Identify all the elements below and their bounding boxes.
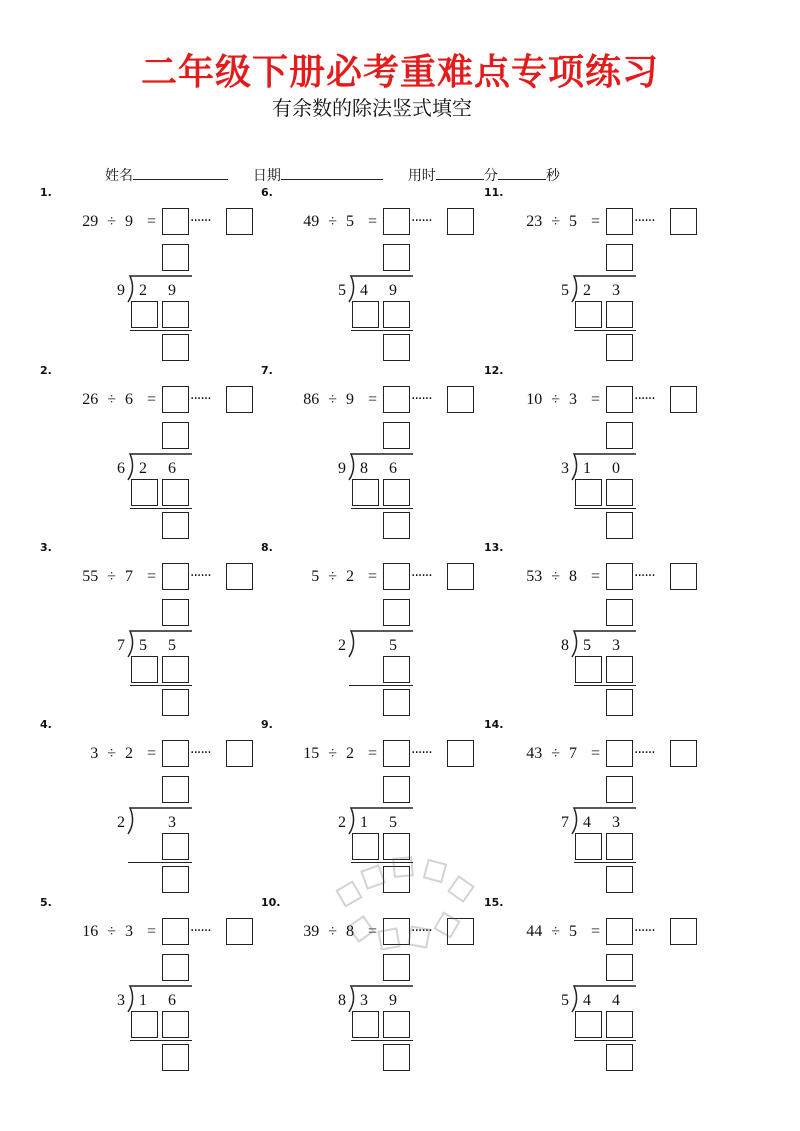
long-remainder-box[interactable] — [383, 1044, 410, 1071]
equals-sign: = — [146, 568, 156, 585]
product-ones-box[interactable] — [606, 833, 633, 860]
divide-sign: ÷ — [551, 568, 560, 585]
ellipsis-dots: ······ — [411, 923, 432, 939]
long-divisor: 2 — [338, 814, 346, 831]
ellipsis-dots: ······ — [190, 213, 211, 229]
problem-number: 3. — [40, 541, 52, 554]
long-quotient-box[interactable] — [606, 776, 633, 803]
ellipsis-dots: ······ — [190, 923, 211, 939]
product-ones-box[interactable] — [383, 833, 410, 860]
long-quotient-box[interactable] — [383, 599, 410, 626]
divide-sign: ÷ — [328, 568, 337, 585]
dividend: 44 — [526, 923, 543, 940]
problem-card — [40, 364, 270, 539]
problem-number: 8. — [261, 541, 273, 554]
long-divisor: 6 — [117, 460, 125, 477]
dividend-tens-digit: 1 — [139, 992, 147, 1009]
problem-number: 13. — [484, 541, 504, 554]
equals-sign: = — [367, 568, 377, 585]
dividend-ones-digit: 4 — [612, 992, 620, 1009]
equation-text — [281, 568, 377, 584]
product-ones-box[interactable] — [606, 656, 633, 683]
long-remainder-box[interactable] — [383, 689, 410, 716]
long-remainder-box[interactable] — [383, 512, 410, 539]
dividend-ones-digit: 9 — [389, 282, 397, 299]
divisor: 2 — [345, 568, 354, 585]
dividend-ones-digit: 6 — [168, 460, 176, 477]
division-bracket — [568, 452, 638, 482]
equals-sign: = — [146, 745, 156, 762]
dividend: 29 — [82, 213, 99, 230]
dividend-tens-digit: 4 — [360, 282, 368, 299]
division-bracket — [124, 452, 194, 482]
divide-sign: ÷ — [328, 923, 337, 940]
equation-text — [281, 923, 377, 939]
long-remainder-box[interactable] — [606, 689, 633, 716]
equation-text — [504, 745, 600, 761]
subtraction-line — [130, 330, 192, 331]
problem-card — [484, 718, 714, 893]
divide-sign: ÷ — [107, 568, 116, 585]
division-bracket — [568, 806, 638, 836]
problem-number: 9. — [261, 718, 273, 731]
equation-text — [281, 391, 377, 407]
subtraction-line — [574, 685, 636, 686]
long-remainder-box[interactable] — [606, 1044, 633, 1071]
date-label: 日期 — [252, 168, 281, 184]
remainder-box[interactable] — [447, 918, 474, 945]
dividend-tens-digit: 4 — [583, 992, 591, 1009]
quotient-box[interactable] — [606, 563, 633, 590]
quotient-box[interactable] — [606, 386, 633, 413]
remainder-box[interactable] — [670, 740, 697, 767]
long-quotient-box[interactable] — [383, 954, 410, 981]
long-divisor: 3 — [117, 992, 125, 1009]
minutes-field[interactable] — [436, 165, 484, 180]
division-bracket — [124, 274, 194, 304]
divisor: 7 — [124, 568, 133, 585]
problem-number: 2. — [40, 364, 52, 377]
dividend-ones-digit: 0 — [612, 460, 620, 477]
dividend-ones-digit: 5 — [168, 637, 176, 654]
equation-text — [281, 745, 377, 761]
divisor: 9 — [345, 391, 354, 408]
equation-text — [504, 923, 600, 939]
remainder-box[interactable] — [670, 918, 697, 945]
long-quotient-box[interactable] — [162, 244, 189, 271]
long-quotient-box[interactable] — [383, 244, 410, 271]
product-tens-box[interactable] — [131, 656, 158, 683]
problem-number: 10. — [261, 896, 281, 909]
long-remainder-box[interactable] — [606, 334, 633, 361]
product-ones-box[interactable] — [162, 301, 189, 328]
problem-card — [484, 186, 714, 361]
dividend: 86 — [303, 391, 320, 408]
problem-number: 14. — [484, 718, 504, 731]
divide-sign: ÷ — [551, 391, 560, 408]
quotient-box[interactable] — [606, 918, 633, 945]
divisor: 2 — [124, 745, 133, 762]
dividend-tens-digit: 2 — [139, 282, 147, 299]
long-quotient-box[interactable] — [606, 599, 633, 626]
long-divisor: 5 — [561, 282, 569, 299]
divide-sign: ÷ — [107, 213, 116, 230]
student-info-row — [105, 165, 560, 185]
ellipsis-dots: ······ — [634, 213, 655, 229]
problem-card — [40, 718, 270, 893]
remainder-box[interactable] — [447, 386, 474, 413]
remainder-box[interactable] — [226, 208, 253, 235]
dividend-tens-digit: 3 — [360, 992, 368, 1009]
problem-number: 6. — [261, 186, 273, 199]
dividend: 26 — [82, 391, 99, 408]
product-tens-box[interactable] — [352, 479, 379, 506]
dividend-tens-digit: 4 — [583, 814, 591, 831]
ellipsis-dots: ······ — [634, 391, 655, 407]
ellipsis-dots: ······ — [411, 213, 432, 229]
equals-sign: = — [590, 923, 600, 940]
problem-card — [261, 541, 491, 716]
long-divisor: 5 — [338, 282, 346, 299]
division-bracket — [345, 806, 415, 836]
long-quotient-box[interactable] — [162, 776, 189, 803]
dividend: 10 — [526, 391, 543, 408]
divisor: 5 — [345, 213, 354, 230]
equals-sign: = — [590, 213, 600, 230]
divide-sign: ÷ — [551, 923, 560, 940]
equation-text — [60, 568, 156, 584]
equals-sign: = — [590, 745, 600, 762]
division-bracket — [124, 629, 194, 659]
worksheet-subtitle: 有余数的除法竖式填空 — [272, 96, 472, 120]
equals-sign: = — [146, 923, 156, 940]
division-bracket — [345, 629, 415, 659]
ellipsis-dots: ······ — [190, 391, 211, 407]
divide-sign: ÷ — [328, 745, 337, 762]
problem-number: 12. — [484, 364, 504, 377]
equation-text — [60, 923, 156, 939]
equation-text — [504, 568, 600, 584]
ellipsis-dots: ······ — [190, 745, 211, 761]
product-ones-box[interactable] — [383, 1011, 410, 1038]
equals-sign: = — [367, 923, 377, 940]
subtraction-line — [574, 330, 636, 331]
ellipsis-dots: ······ — [634, 745, 655, 761]
divisor: 3 — [124, 923, 133, 940]
dividend-tens-digit: 1 — [583, 460, 591, 477]
division-bracket — [345, 452, 415, 482]
dividend: 15 — [303, 745, 320, 762]
subtraction-line — [351, 330, 413, 331]
subtraction-line — [351, 1040, 413, 1041]
dividend-tens-digit: 2 — [583, 282, 591, 299]
long-quotient-box[interactable] — [606, 954, 633, 981]
second-label: 秒 — [545, 168, 560, 184]
name-label: 姓名 — [105, 168, 133, 184]
remainder-box[interactable] — [226, 918, 253, 945]
long-divisor: 9 — [338, 460, 346, 477]
long-divisor: 8 — [338, 992, 346, 1009]
dividend: 55 — [82, 568, 99, 585]
product-ones-box[interactable] — [162, 479, 189, 506]
ellipsis-dots: ······ — [634, 568, 655, 584]
problem-number: 5. — [40, 896, 52, 909]
dividend-ones-digit: 9 — [168, 282, 176, 299]
subtraction-line — [574, 1040, 636, 1041]
quotient-box[interactable] — [383, 386, 410, 413]
equation-text — [60, 745, 156, 761]
subtraction-line — [130, 685, 192, 686]
equals-sign: = — [367, 745, 377, 762]
ellipsis-dots: ······ — [411, 568, 432, 584]
division-bracket — [124, 806, 194, 836]
equation-text — [60, 391, 156, 407]
subtraction-line — [130, 1040, 192, 1041]
problem-card — [484, 541, 714, 716]
subtraction-line — [574, 862, 636, 863]
division-bracket — [124, 984, 194, 1014]
remainder-box[interactable] — [670, 386, 697, 413]
divisor: 8 — [568, 568, 577, 585]
product-tens-box[interactable] — [575, 479, 602, 506]
product-tens-box[interactable] — [575, 833, 602, 860]
product-ones-box[interactable] — [383, 479, 410, 506]
quotient-box[interactable] — [162, 386, 189, 413]
equation-text — [281, 213, 377, 229]
dividend: 43 — [526, 745, 543, 762]
dividend-ones-digit: 3 — [168, 814, 176, 831]
problem-number: 4. — [40, 718, 52, 731]
division-bracket — [568, 629, 638, 659]
problem-number: 15. — [484, 896, 504, 909]
dividend-tens-digit: 5 — [583, 637, 591, 654]
long-divisor: 7 — [117, 637, 125, 654]
problem-card — [40, 541, 270, 716]
remainder-box[interactable] — [447, 563, 474, 590]
long-divisor: 2 — [338, 637, 346, 654]
equals-sign: = — [146, 391, 156, 408]
dividend-ones-digit: 3 — [612, 814, 620, 831]
long-remainder-box[interactable] — [383, 866, 410, 893]
product-tens-box[interactable] — [575, 656, 602, 683]
subtraction-line — [130, 508, 192, 509]
long-remainder-box[interactable] — [162, 334, 189, 361]
dividend: 3 — [90, 745, 99, 762]
product-ones-box[interactable] — [606, 479, 633, 506]
product-ones-box[interactable] — [162, 656, 189, 683]
long-remainder-box[interactable] — [162, 1044, 189, 1071]
long-quotient-box[interactable] — [383, 776, 410, 803]
product-tens-box[interactable] — [131, 301, 158, 328]
division-bracket — [568, 984, 638, 1014]
dividend-ones-digit: 5 — [389, 814, 397, 831]
divisor: 9 — [124, 213, 133, 230]
worksheet-title: 二年级下册必考重难点专项练习 — [140, 52, 659, 93]
problem-card — [261, 186, 491, 361]
seconds-field[interactable] — [498, 165, 546, 180]
long-quotient-box[interactable] — [606, 422, 633, 449]
minute-label: 分 — [483, 168, 498, 184]
equation-text — [60, 213, 156, 229]
remainder-box[interactable] — [670, 563, 697, 590]
long-remainder-box[interactable] — [162, 512, 189, 539]
quotient-box[interactable] — [162, 740, 189, 767]
product-ones-box[interactable] — [383, 656, 410, 683]
remainder-box[interactable] — [226, 563, 253, 590]
divisor: 3 — [568, 391, 577, 408]
quotient-box[interactable] — [383, 740, 410, 767]
long-remainder-box[interactable] — [162, 689, 189, 716]
remainder-box[interactable] — [670, 208, 697, 235]
dividend: 5 — [311, 568, 320, 585]
divisor: 6 — [124, 391, 133, 408]
long-quotient-box[interactable] — [162, 599, 189, 626]
divide-sign: ÷ — [328, 391, 337, 408]
dividend-tens-digit: 1 — [360, 814, 368, 831]
long-divisor: 3 — [561, 460, 569, 477]
subtraction-line — [351, 862, 413, 863]
division-bracket — [345, 274, 415, 304]
dividend-ones-digit: 3 — [612, 637, 620, 654]
dividend-ones-digit: 6 — [389, 460, 397, 477]
divisor: 8 — [345, 923, 354, 940]
name-field[interactable] — [133, 165, 228, 180]
divide-sign: ÷ — [107, 923, 116, 940]
remainder-box[interactable] — [226, 740, 253, 767]
problem-card — [261, 364, 491, 539]
product-tens-box[interactable] — [352, 1011, 379, 1038]
equation-text — [504, 213, 600, 229]
dividend-ones-digit: 6 — [168, 992, 176, 1009]
problem-card — [40, 896, 270, 1071]
long-remainder-box[interactable] — [606, 866, 633, 893]
subtraction-line — [574, 508, 636, 509]
dividend: 39 — [303, 923, 320, 940]
problem-card — [40, 186, 270, 361]
equation-text — [504, 391, 600, 407]
equals-sign: = — [367, 391, 377, 408]
long-quotient-box[interactable] — [606, 244, 633, 271]
product-tens-box[interactable] — [131, 479, 158, 506]
long-quotient-box[interactable] — [162, 422, 189, 449]
quotient-box[interactable] — [162, 563, 189, 590]
remainder-box[interactable] — [226, 386, 253, 413]
divisor: 7 — [568, 745, 577, 762]
equals-sign: = — [590, 391, 600, 408]
divisor: 2 — [345, 745, 354, 762]
problem-card — [261, 718, 491, 893]
long-quotient-box[interactable] — [162, 954, 189, 981]
problem-number: 1. — [40, 186, 52, 199]
quotient-box[interactable] — [383, 208, 410, 235]
quotient-box[interactable] — [162, 918, 189, 945]
quotient-box[interactable] — [606, 740, 633, 767]
ellipsis-dots: ······ — [634, 923, 655, 939]
equals-sign: = — [146, 213, 156, 230]
time-label: 用时 — [407, 168, 436, 184]
dividend: 53 — [526, 568, 543, 585]
ellipsis-dots: ······ — [411, 391, 432, 407]
division-bracket — [568, 274, 638, 304]
dividend-ones-digit: 9 — [389, 992, 397, 1009]
product-ones-box[interactable] — [162, 1011, 189, 1038]
subtraction-line — [349, 685, 413, 686]
ellipsis-dots: ······ — [411, 745, 432, 761]
divisor: 5 — [568, 923, 577, 940]
product-ones-box[interactable] — [162, 833, 189, 860]
remainder-box[interactable] — [447, 740, 474, 767]
long-remainder-box[interactable] — [383, 334, 410, 361]
subtraction-line — [128, 862, 192, 863]
date-field[interactable] — [281, 165, 383, 180]
divide-sign: ÷ — [107, 745, 116, 762]
long-divisor: 9 — [117, 282, 125, 299]
product-tens-box[interactable] — [352, 301, 379, 328]
product-tens-box[interactable] — [352, 833, 379, 860]
divide-sign: ÷ — [551, 745, 560, 762]
problem-card — [261, 896, 491, 1071]
product-tens-box[interactable] — [575, 1011, 602, 1038]
problem-card — [484, 364, 714, 539]
dividend: 49 — [303, 213, 320, 230]
problem-card — [484, 896, 714, 1071]
remainder-box[interactable] — [447, 208, 474, 235]
division-bracket — [345, 984, 415, 1014]
product-tens-box[interactable] — [131, 1011, 158, 1038]
long-divisor: 7 — [561, 814, 569, 831]
long-remainder-box[interactable] — [606, 512, 633, 539]
long-divisor: 8 — [561, 637, 569, 654]
subtraction-line — [351, 508, 413, 509]
product-tens-box[interactable] — [575, 301, 602, 328]
dividend-tens-digit: 8 — [360, 460, 368, 477]
dividend: 16 — [82, 923, 99, 940]
long-divisor: 2 — [117, 814, 125, 831]
dividend-tens-digit: 5 — [139, 637, 147, 654]
dividend-ones-digit: 3 — [612, 282, 620, 299]
quotient-box[interactable] — [383, 563, 410, 590]
dividend-ones-digit: 5 — [389, 637, 397, 654]
equals-sign: = — [367, 213, 377, 230]
divide-sign: ÷ — [328, 213, 337, 230]
long-remainder-box[interactable] — [162, 866, 189, 893]
divide-sign: ÷ — [107, 391, 116, 408]
product-ones-box[interactable] — [606, 1011, 633, 1038]
ellipsis-dots: ······ — [190, 568, 211, 584]
problem-number: 11. — [484, 186, 504, 199]
divisor: 5 — [568, 213, 577, 230]
long-quotient-box[interactable] — [383, 422, 410, 449]
long-divisor: 5 — [561, 992, 569, 1009]
product-ones-box[interactable] — [383, 301, 410, 328]
divide-sign: ÷ — [551, 213, 560, 230]
dividend-tens-digit: 2 — [139, 460, 147, 477]
quotient-box[interactable] — [606, 208, 633, 235]
quotient-box[interactable] — [162, 208, 189, 235]
product-ones-box[interactable] — [606, 301, 633, 328]
quotient-box[interactable] — [383, 918, 410, 945]
dividend: 23 — [526, 213, 543, 230]
equals-sign: = — [590, 568, 600, 585]
problem-number: 7. — [261, 364, 273, 377]
